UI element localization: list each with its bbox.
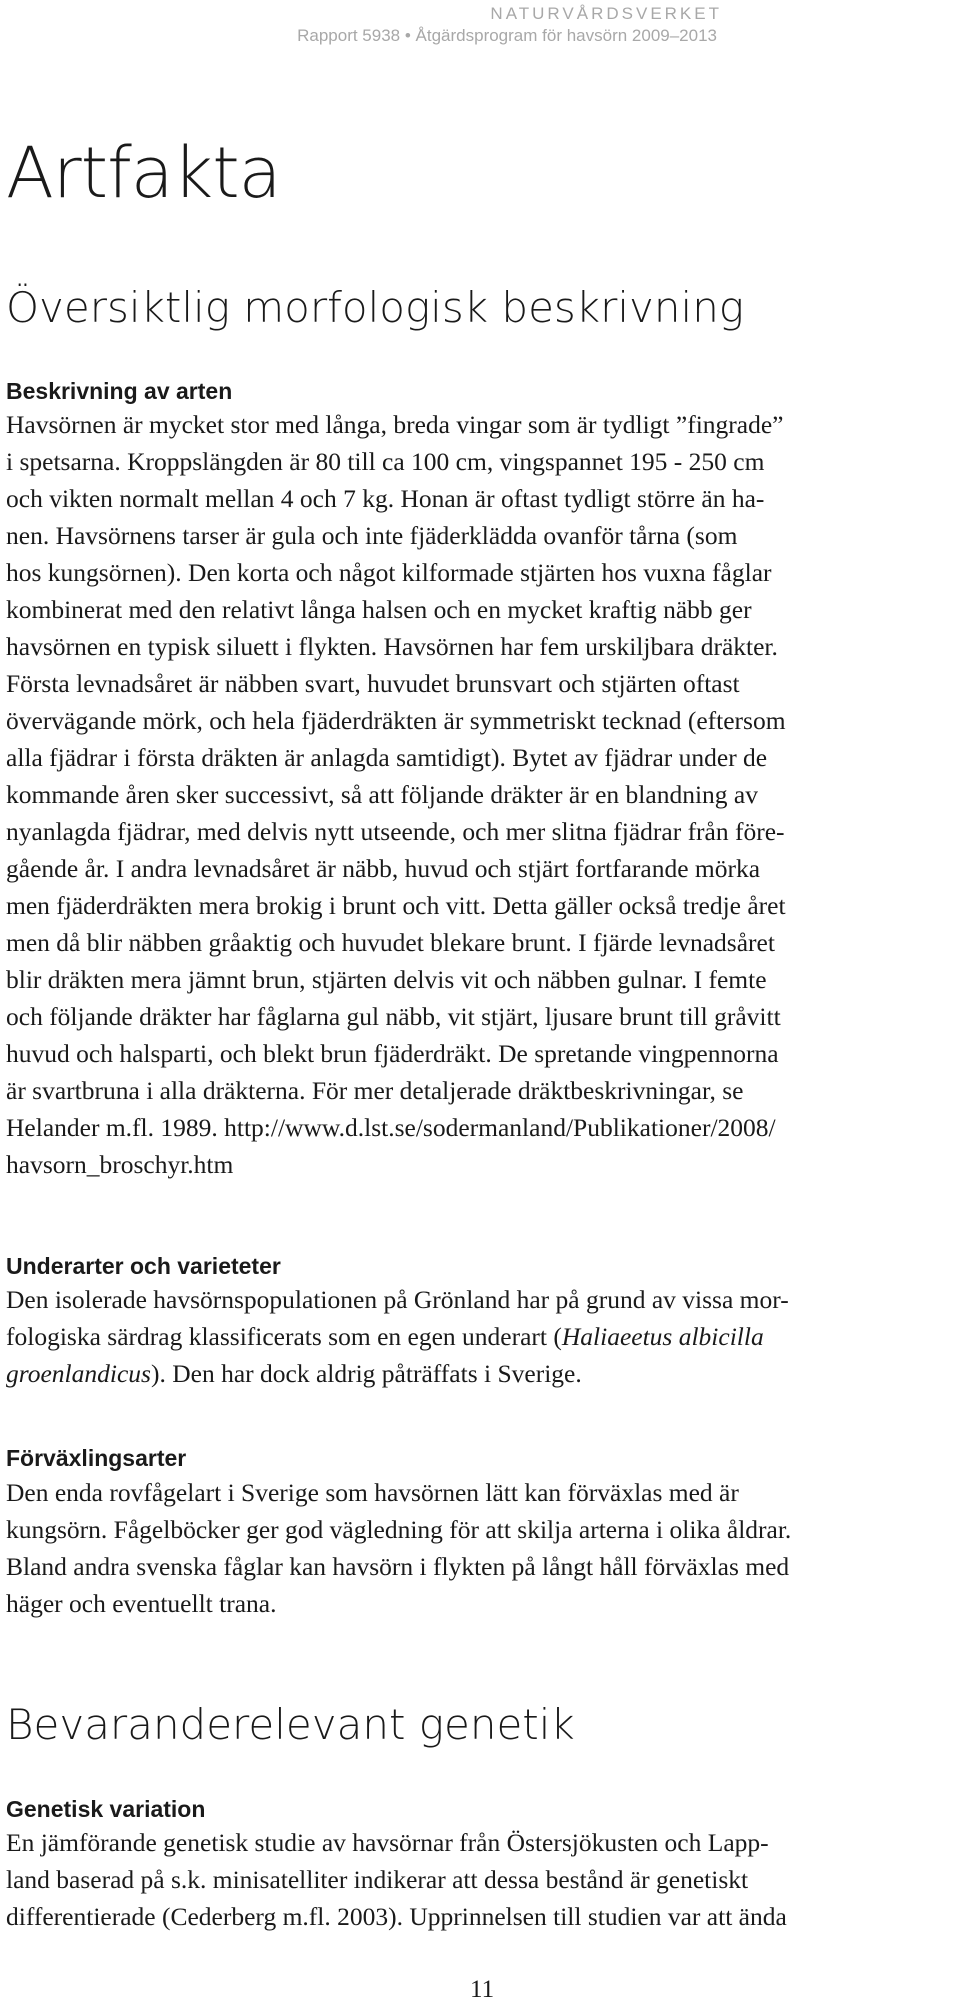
header-agency: NATURVÅRDSVERKET bbox=[490, 4, 722, 23]
text-span: ). Den har dock aldrig påträffats i Sverige. bbox=[150, 1359, 582, 1388]
text-span: fologiska särdrag klassificerats som en egen underart ( bbox=[6, 1322, 562, 1351]
text-line: men fjäderdräkten mera brokig i brunt och vitt. Detta gäller också tredje året bbox=[6, 891, 786, 920]
paragraph-species-description bbox=[6, 406, 956, 1183]
text-line: Den isolerade havsörnspopulationen på Grönland har på grund av vissa mor- bbox=[6, 1285, 789, 1314]
text-line: är svartbruna i alla dräkterna. För mer detaljerade dräktbeskrivningar, se bbox=[6, 1076, 744, 1105]
text-line: Helander m.fl. 1989. http://www.d.lst.se/sodermanland/Publikationer/2008/ bbox=[6, 1113, 776, 1142]
text-line: blir dräkten mera jämnt brun, stjärten delvis vit och näbben gulnar. I femte bbox=[6, 965, 767, 994]
page-number: 11 bbox=[470, 1976, 495, 2003]
text-line: och följande dräkter har fåglarna gul näbb, vit stjärt, ljusare brunt till gråvitt bbox=[6, 1002, 781, 1031]
text-line: land baserad på s.k. minisatelliter indikerar att dessa bestånd är genetiskt bbox=[6, 1865, 749, 1894]
text-line: havsorn_broschyr.htm bbox=[6, 1150, 234, 1179]
section-title-morphology: Översiktlig morfologisk beskrivning bbox=[6, 283, 745, 332]
text-line: huvud och halsparti, och blekt brun fjäderdräkt. De spretande vingpennorna bbox=[6, 1039, 779, 1068]
subheading-genetic-variation: Genetisk variation bbox=[6, 1796, 206, 1822]
text-line: Havsörnen är mycket stor med långa, breda vingar som är tydligt ”fingrade” bbox=[6, 410, 784, 439]
paragraph-genetic-variation bbox=[6, 1824, 956, 1935]
header-report-title: Rapport 5938 • Åtgärdsprogram för havsörn 2009–2013 bbox=[297, 26, 717, 45]
species-name-italic: Haliaeetus albicilla bbox=[561, 1322, 764, 1351]
subspecies-name-italic: groenlandicus bbox=[6, 1359, 151, 1388]
text-line: övervägande mörk, och hela fjäderdräkten är symmetriskt tecknad (eftersom bbox=[6, 706, 786, 735]
text-line: Den enda rovfågelart i Sverige som havsörnen lätt kan förväxlas med är bbox=[6, 1478, 739, 1507]
text-line: häger och eventuellt trana. bbox=[6, 1589, 277, 1618]
text-line: differentierade (Cederberg m.fl. 2003). Upprinnelsen till studien var att ända bbox=[6, 1902, 787, 1931]
text-line bbox=[6, 1355, 956, 1392]
text-line: Första levnadsåret är näbben svart, huvudet brunsvart och stjärten oftast bbox=[6, 669, 740, 698]
text-line: nen. Havsörnens tarser är gula och inte fjäderklädda ovanför tårna (som bbox=[6, 521, 738, 550]
section-title-genetics: Bevaranderelevant genetik bbox=[6, 1700, 575, 1749]
text-line: nyanlagda fjädrar, med delvis nytt utseende, och mer slitna fjädrar från före- bbox=[6, 817, 785, 846]
text-line: gående år. I andra levnadsåret är näbb, huvud och stjärt fortfarande mörka bbox=[6, 854, 761, 883]
text-line: En jämförande genetisk studie av havsörnar från Östersjökusten och Lapp- bbox=[6, 1828, 769, 1857]
subheading-subspecies: Underarter och varieteter bbox=[6, 1253, 281, 1279]
paragraph-subspecies bbox=[6, 1281, 956, 1392]
text-line: men då blir näbben gråaktig och huvudet blekare brunt. I fjärde levnadsåret bbox=[6, 928, 775, 957]
text-line: kommande åren sker successivt, så att följande dräkter är en blandning av bbox=[6, 780, 758, 809]
text-line: Bland andra svenska fåglar kan havsörn i flykten på långt håll förväxlas med bbox=[6, 1552, 790, 1581]
text-line: alla fjädrar i första dräkten är anlagda samtidigt). Bytet av fjädrar under de bbox=[6, 743, 768, 772]
subheading-confusion-species: Förväxlingsarter bbox=[6, 1445, 187, 1471]
paragraph-confusion-species bbox=[6, 1474, 956, 1622]
text-line: havsörnen en typisk siluett i flykten. Havsörnen har fem urskiljbara dräkter. bbox=[6, 632, 778, 661]
text-line: hos kungsörnen). Den korta och något kilformade stjärten hos vuxna fåglar bbox=[6, 558, 772, 587]
text-line: kungsörn. Fågelböcker ger god vägledning för att skilja arterna i olika åldrar. bbox=[6, 1515, 792, 1544]
text-line: kombinerat med den relativt långa halsen och en mycket kraftig näbb ger bbox=[6, 595, 752, 624]
text-line: i spetsarna. Kroppslängden är 80 till ca 100 cm, vingspannet 195 - 250 cm bbox=[6, 447, 765, 476]
page-title: Artfakta bbox=[6, 132, 281, 214]
text-line: och vikten normalt mellan 4 och 7 kg. Honan är oftast tydligt större än ha- bbox=[6, 484, 765, 513]
text-line bbox=[6, 1318, 956, 1355]
subheading-species-description: Beskrivning av arten bbox=[6, 378, 233, 404]
